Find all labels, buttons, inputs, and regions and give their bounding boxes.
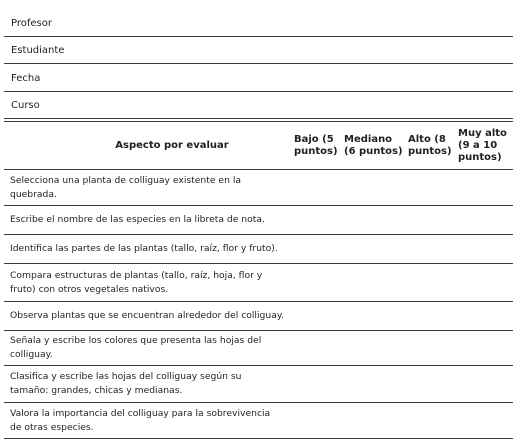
score-cell-alto[interactable] [404, 235, 454, 264]
header-line: puntos) [294, 145, 338, 157]
score-cell-mediano[interactable] [340, 264, 404, 302]
score-cell-bajo[interactable] [290, 206, 340, 235]
rubric-row [4, 206, 513, 235]
info-row-fecha [4, 64, 513, 92]
score-cell-bajo[interactable] [290, 331, 340, 366]
score-cell-mediano[interactable] [340, 302, 404, 331]
criterion-line: Compara estructuras de plantas (tallo, raíz, hoja, flor y [10, 269, 263, 281]
score-cell-muy-alto[interactable] [454, 206, 513, 235]
header-line: Bajo (5 [294, 133, 334, 145]
score-cell-alto[interactable] [404, 170, 454, 206]
criterion-line: tamaño: grandes, chicas y medianas. [10, 385, 183, 396]
rubric-row [4, 302, 513, 331]
rubric-header-row [4, 122, 513, 170]
criterion-cell [4, 331, 290, 366]
criterion-line: Escribe el nombre de las especies en la libreta de nota. [10, 214, 265, 225]
score-cell-bajo[interactable] [290, 170, 340, 206]
header-line: Muy alto [458, 127, 507, 139]
rubric-row [4, 235, 513, 264]
score-cell-mediano[interactable] [340, 170, 404, 206]
criterion-line: quebrada. [10, 188, 57, 200]
rubric-row [4, 366, 513, 403]
score-cell-alto[interactable] [404, 366, 454, 403]
criterion-line: colliguay. [10, 349, 53, 360]
header-line: Alto (8 [408, 133, 446, 145]
score-cell-muy-alto[interactable] [454, 170, 513, 206]
criterion-line: Identifica las partes de las plantas (tallo, raíz, flor y fruto). [10, 243, 278, 254]
criterion-cell [4, 403, 290, 439]
score-cell-mediano[interactable] [340, 366, 404, 403]
header-line: puntos) [458, 151, 502, 163]
header-line: puntos) [408, 145, 452, 157]
score-cell-alto[interactable] [404, 264, 454, 302]
info-label: Estudiante [11, 45, 65, 56]
criterion-cell [4, 206, 290, 235]
header-line: (9 a 10 [458, 139, 498, 151]
score-cell-muy-alto[interactable] [454, 302, 513, 331]
criterion-line: fruto) con otros vegetales nativos. [10, 283, 169, 295]
info-label: Fecha [11, 73, 41, 84]
score-cell-alto[interactable] [404, 403, 454, 439]
level-header-muy-alto [454, 122, 513, 170]
score-cell-muy-alto[interactable] [454, 403, 513, 439]
score-cell-muy-alto[interactable] [454, 235, 513, 264]
info-label: Curso [11, 100, 40, 111]
score-cell-bajo[interactable] [290, 366, 340, 403]
level-header-bajo [290, 122, 340, 170]
header-line: Mediano [344, 133, 393, 145]
info-row-curso [4, 91, 513, 119]
rubric-row [4, 331, 513, 366]
score-cell-muy-alto[interactable] [454, 331, 513, 366]
criterion-cell [4, 302, 290, 331]
score-cell-alto[interactable] [404, 302, 454, 331]
criterion-line: Selecciona una planta de colliguay existente en la [10, 174, 242, 186]
score-cell-bajo[interactable] [290, 235, 340, 264]
rubric-row [4, 264, 513, 302]
header-line: (6 puntos) [344, 145, 403, 157]
score-cell-mediano[interactable] [340, 403, 404, 439]
info-label: Profesor [11, 18, 52, 29]
criterion-cell [4, 264, 290, 302]
rubric-row [4, 403, 513, 439]
score-cell-bajo[interactable] [290, 403, 340, 439]
score-cell-muy-alto[interactable] [454, 264, 513, 302]
info-row-profesor [4, 9, 513, 37]
criterion-cell [4, 366, 290, 403]
info-row-estudiante [4, 36, 513, 64]
criterion-line: Observa plantas que se encuentran alrededor del colliguay. [10, 310, 284, 321]
level-header-alto [404, 122, 454, 170]
criterion-cell [4, 170, 290, 206]
score-cell-bajo[interactable] [290, 264, 340, 302]
score-cell-muy-alto[interactable] [454, 366, 513, 403]
score-cell-mediano[interactable] [340, 235, 404, 264]
criterion-line: Clasifica y escribe las hojas del colliguay según su [10, 371, 242, 382]
score-cell-bajo[interactable] [290, 302, 340, 331]
aspect-header: Aspecto por evaluar [4, 122, 290, 170]
criterion-line: Señala y escribe los colores que presenta las hojas del [10, 335, 262, 346]
score-cell-mediano[interactable] [340, 206, 404, 235]
score-cell-alto[interactable] [404, 206, 454, 235]
level-header-mediano [340, 122, 404, 170]
rubric-table [4, 121, 513, 439]
score-cell-alto[interactable] [404, 331, 454, 366]
score-cell-mediano[interactable] [340, 331, 404, 366]
rubric-row [4, 170, 513, 206]
criterion-cell [4, 235, 290, 264]
criterion-line: de otras especies. [10, 421, 94, 433]
criterion-line: Valora la importancia del colliguay para la sobrevivencia [10, 407, 271, 419]
